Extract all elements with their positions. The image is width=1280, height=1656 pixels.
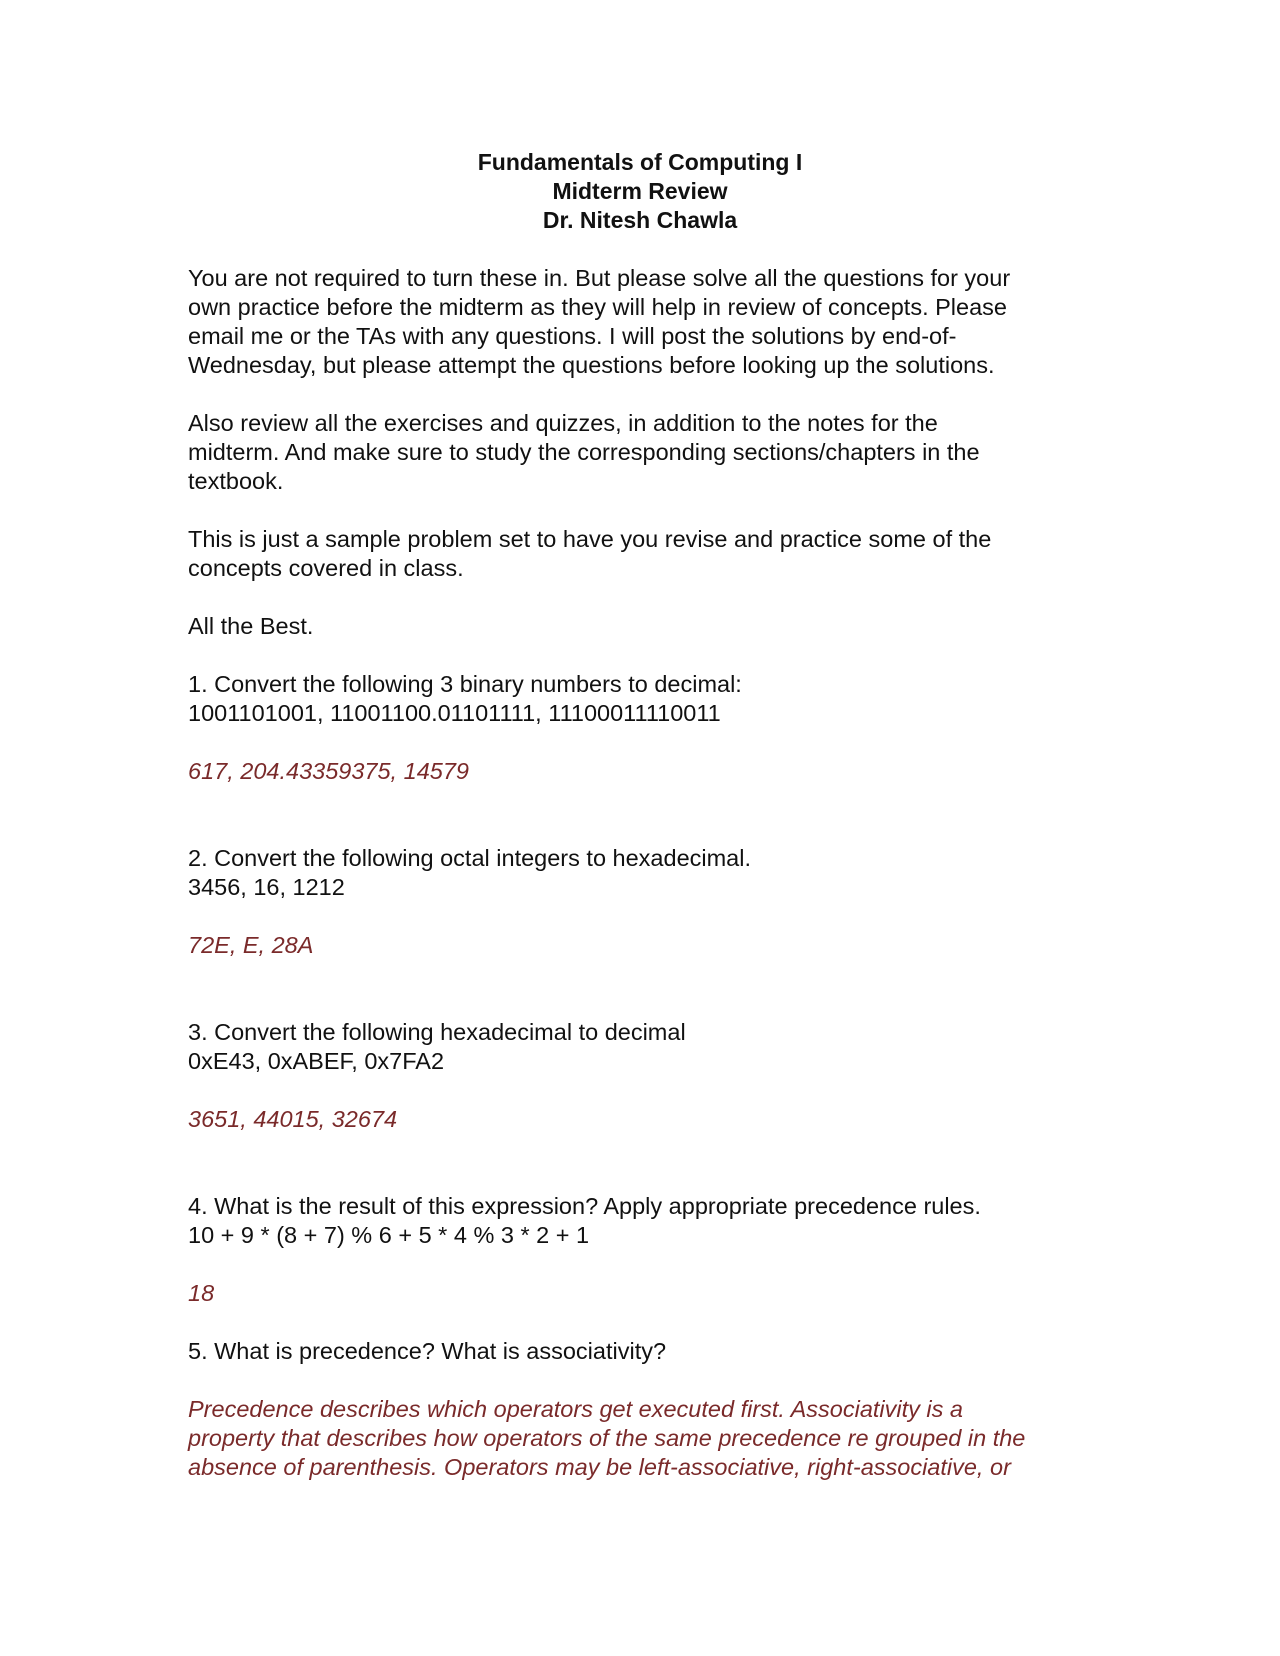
question-5-answer: Precedence describes which operators get executed first. Associativity is a property that describes how operators of the same precedence re grouped in the absence of parenthesis. Operators may be left-associative, right-associative, or	[188, 1396, 1026, 1480]
intro-paragraph-2: Also review all the exercises and quizzes, in addition to the notes for the midterm. And make sure to study the corresponding sections/chapters in the textbook.	[188, 410, 980, 494]
question-2-answer: 72E, E, 28A	[188, 932, 314, 958]
instructor-name: Dr. Nitesh Chawla	[542, 207, 738, 233]
intro-paragraph-3: This is just a sample problem set to have you revise and practice some of the concepts covered in class.	[188, 526, 992, 581]
question-3-answer: 3651, 44015, 32674	[188, 1106, 398, 1132]
question-1-answer: 617, 204.43359375, 14579	[188, 758, 469, 784]
intro-paragraph-1: You are not required to turn these in. But please solve all the questions for your own practice before the midterm as they will help in review of concepts. Please email me or the TAs with any questions. I will post the solutions by end-of- Wednesday, but please attempt the questions before looking up the solutions.	[188, 265, 1011, 378]
document-body	[188, 264, 1108, 1482]
intro-closing: All the Best.	[188, 613, 314, 639]
question-4-answer: 18	[188, 1280, 215, 1306]
question-4-prompt: 4. What is the result of this expression? Apply appropriate precedence rules. 10 + 9 * (8 + 7) % 6 + 5 * 4 % 3 * 2 + 1	[188, 1193, 981, 1248]
title-block	[0, 148, 1280, 235]
question-1-prompt: 1. Convert the following 3 binary numbers to decimal: 1001101001, 11001100.01101111, 11100011110011	[188, 671, 742, 726]
question-2-prompt: 2. Convert the following octal integers to hexadecimal. 3456, 16, 1212	[188, 845, 752, 900]
question-5-prompt: 5. What is precedence? What is associativity?	[188, 1338, 667, 1364]
document-subtitle: Midterm Review	[552, 178, 728, 204]
course-title: Fundamentals of Computing I	[477, 149, 803, 175]
question-3-prompt: 3. Convert the following hexadecimal to decimal 0xE43, 0xABEF, 0x7FA2	[188, 1019, 686, 1074]
